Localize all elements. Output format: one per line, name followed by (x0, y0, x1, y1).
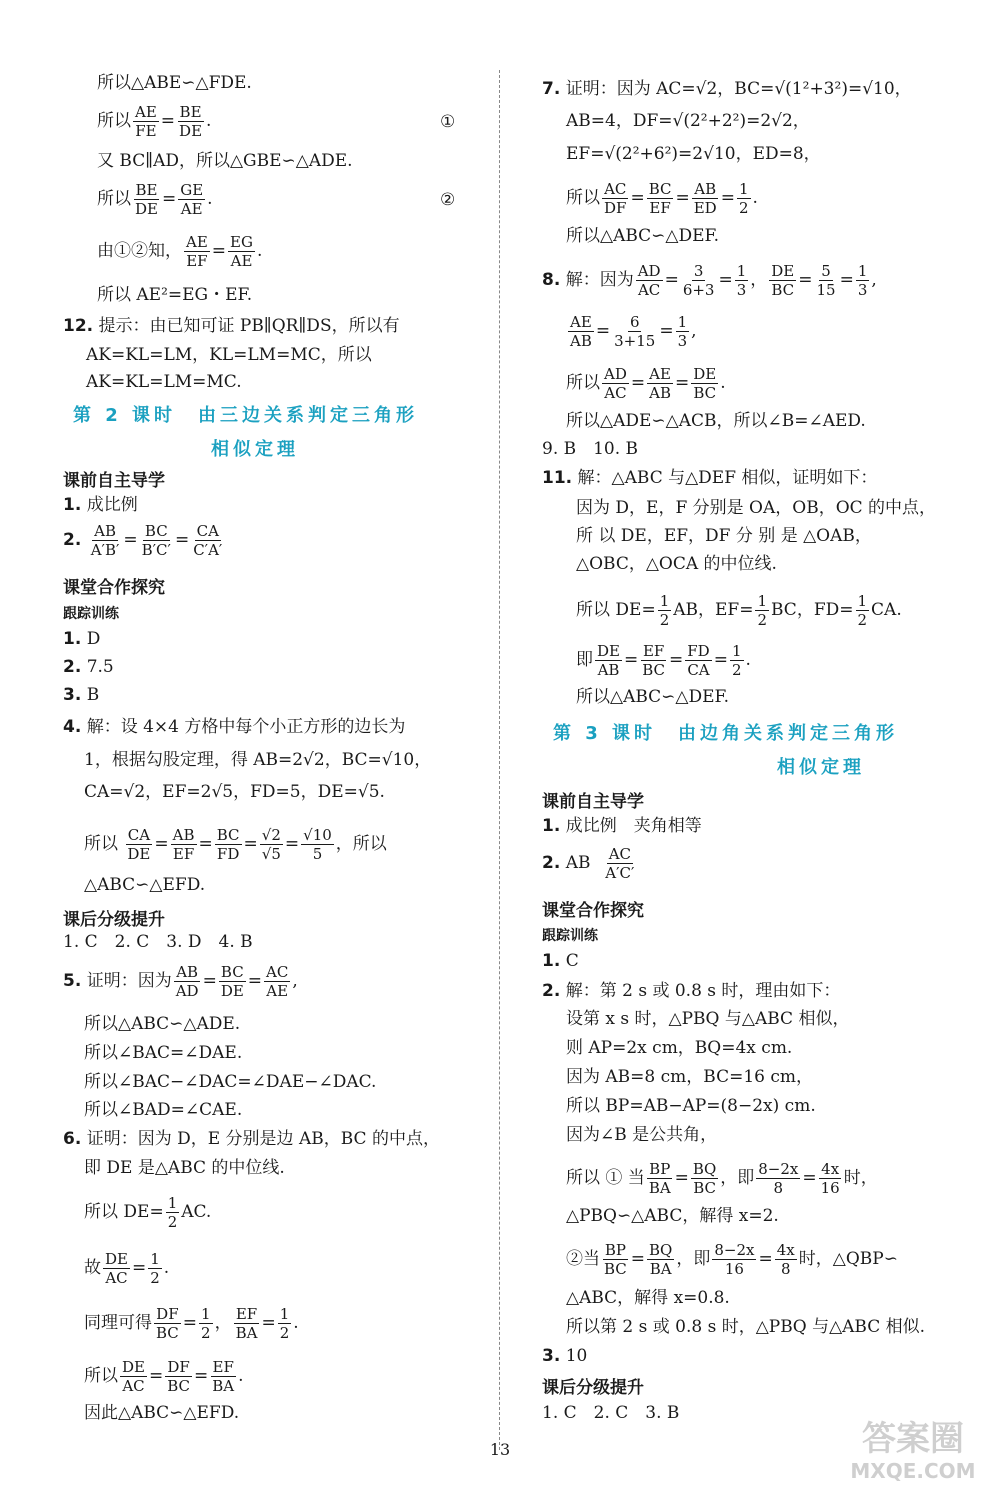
fraction: $\frac{6}{3+15}$ (614, 313, 656, 350)
question-8: 8. 解：因为 $\frac{AD}{AC}$ = $\frac{3}{6+3}$ = $\frac{1}{3}$ ， $\frac{DE}{BC}$ = $\frac{5}{15}$ = $\frac{1}{3}$ , (542, 262, 877, 299)
text-line: 所以 $\frac{BE}{DE}$ = $\frac{GE}{AE}$ . (97, 181, 213, 218)
fraction: $\frac{BE}{DE}$ (179, 103, 203, 140)
text-line: AK=KL=LM=MC. (86, 372, 242, 392)
text-line: $\frac{AE}{AB}$ = $\frac{6}{3+15}$ = $\frac{1}{3}$ , (570, 313, 697, 350)
fraction: $\frac{AD}{AC}$ (637, 262, 661, 299)
text-line: 所以△ADE∽△ACB，所以∠B=∠AED. (566, 411, 866, 431)
question-11: 11. 解：△ABC 与△DEF 相似，证明如下： (542, 468, 878, 488)
fraction: $\frac{4x}{16}$ (820, 1160, 840, 1197)
text-line: △OBC，△OCA 的中位线. (576, 554, 777, 574)
fraction: $\frac{5}{15}$ (816, 262, 836, 299)
heading: 课堂合作探究 (542, 901, 644, 921)
fraction: $\frac{1}{3}$ (736, 262, 747, 299)
fraction: $\frac{AC}{DF}$ (604, 180, 627, 217)
text-line: 因为 AB=8 cm，BC=16 cm， (566, 1067, 814, 1087)
section-title: 第 3 课时 由边角关系判定三角形 (553, 723, 899, 744)
text-line: ②当 $\frac{BP}{BC}$ = $\frac{BQ}{BA}$ ，即 $\frac{8-2x}{16}$ = $\frac{4x}{8}$ 时，△QBP∽ (566, 1241, 898, 1278)
section-title: 相似定理 (777, 757, 865, 778)
text-line: 所以△ABC∽△DEF. (576, 687, 730, 707)
fraction: $\frac{1}{2}$ (738, 180, 749, 217)
answer-line: 2. $\frac{AB}{A'B'}$ = $\frac{BC}{B'C'}$ = $\frac{CA}{C'A'}$ (63, 522, 223, 559)
fraction: $\frac{1}{3}$ (677, 313, 688, 350)
fraction: $\frac{EF}{BC}$ (642, 642, 666, 679)
text-line: 所以 $\frac{AC}{DF}$ = $\frac{BC}{EF}$ = $\frac{AB}{ED}$ = $\frac{1}{2}$ . (566, 180, 758, 217)
answer-line: 9. B 10. B (542, 439, 639, 459)
fraction: $\frac{DE}{AB}$ (597, 642, 620, 679)
fraction: $\frac{AB}{EF}$ (172, 826, 195, 863)
heading: 课前自主导学 (542, 792, 644, 812)
answer-line: 1. 成比例 (63, 495, 138, 515)
text-line: 所以∠BAC=∠DAE. (84, 1043, 243, 1063)
page-number: 13 (489, 1440, 511, 1459)
text-line: 即 $\frac{DE}{AB}$ = $\frac{EF}{BC}$ = $\frac{FD}{CA}$ = $\frac{1}{2}$ . (576, 642, 751, 679)
fraction: $\frac{1}{2}$ (279, 1305, 290, 1342)
answer-line: 3. 10 (542, 1346, 588, 1366)
column-divider (499, 70, 500, 1450)
fraction: $\frac{BQ}{BA}$ (649, 1241, 673, 1278)
text-line: 所以△ABC∽△DEF. (566, 226, 720, 246)
watermark-logo (838, 1410, 988, 1485)
question-12: 12. 提示：由已知可证 PB∥QR∥DS，所以有 (63, 316, 400, 336)
fraction: $\frac{BC}{EF}$ (648, 180, 672, 217)
fraction: $\frac{4x}{8}$ (776, 1241, 795, 1278)
fraction: $\frac{DE}{AC}$ (105, 1250, 128, 1287)
fraction: $\frac{EF}{BA}$ (235, 1305, 258, 1342)
fraction: $\frac{√10}{5}$ (303, 826, 332, 863)
answer-line: 1. C 2. C 3. D 4. B (63, 932, 253, 952)
answer-line: 3. B (63, 685, 100, 705)
fraction: $\frac{AB}{ED}$ (693, 180, 717, 217)
text-line: EF=√(2²+6²)=2√10，ED=8， (566, 144, 821, 164)
fraction: $\frac{AD}{AC}$ (604, 365, 627, 402)
text-line: 所以 ① 当 $\frac{BP}{BA}$ = $\frac{BQ}{BC}$ ，即 $\frac{8-2x}{8}$ = $\frac{4x}{16}$ 时， (566, 1160, 878, 1197)
fraction: $\frac{AE}{AB}$ (649, 365, 671, 402)
fraction: $\frac{1}{2}$ (731, 642, 742, 679)
text-line: 所以△ABC∽△ADE. (84, 1014, 241, 1034)
heading: 课后分级提升 (542, 1378, 644, 1398)
text-line: 所以第 2 s 或 0.8 s 时，△PBQ 与△ABC 相似. (566, 1317, 926, 1337)
text-line: 1，根据勾股定理，得 AB=2√2，BC=√10， (84, 750, 432, 770)
fraction: $\frac{AB}{A'B'}$ (90, 522, 120, 559)
fraction: $\frac{1}{2}$ (167, 1194, 178, 1231)
equation-marker: ① (440, 112, 456, 132)
answer-line: 4. 解：设 4×4 方格中每个小正方形的边长为 (63, 717, 406, 737)
text-line: 所以∠BAC−∠DAC=∠DAE−∠DAC. (84, 1072, 377, 1092)
fraction: $\frac{CA}{DE}$ (127, 826, 151, 863)
text-line: 所以∠BAD=∠CAE. (84, 1100, 243, 1120)
text-line: 所以△ABE∽△FDE. (97, 73, 252, 93)
fraction: $\frac{1}{3}$ (857, 262, 868, 299)
heading: 课堂合作探究 (63, 578, 165, 598)
answer-line: 1. C 2. C 3. B (542, 1403, 680, 1423)
svg-text:答案圈: 答案圈 (862, 1419, 964, 1459)
answer-line: 5. 证明：因为 $\frac{AB}{AD}$ = $\frac{BC}{DE}$ = $\frac{AC}{AE}$ , (63, 963, 298, 1000)
text-line: 故 $\frac{DE}{AC}$ = $\frac{1}{2}$ . (84, 1250, 170, 1287)
answer-line: 1. D (63, 629, 101, 649)
text-line: 所以 AE²=EG・EF. (97, 285, 253, 305)
fraction: $\frac{AC}{AE}$ (266, 963, 289, 1000)
fraction: $\frac{EF}{BA}$ (212, 1358, 235, 1395)
fraction: $\frac{√2}{√5}$ (261, 826, 281, 863)
answer-line: 2. 7.5 (63, 657, 114, 677)
fraction: $\frac{BC}{FD}$ (216, 826, 240, 863)
fraction: $\frac{8-2x}{16}$ (714, 1241, 755, 1278)
svg-text:MXQE.COM: MXQE.COM (850, 1459, 976, 1483)
fraction: $\frac{DE}{BC}$ (771, 262, 795, 299)
text-line: 所以 DE= $\frac{1}{2}$ AC. (84, 1194, 212, 1231)
fraction: $\frac{BP}{BA}$ (648, 1160, 671, 1197)
text-line: CA=√2，EF=2√5，FD=5，DE=√5. (84, 782, 385, 802)
text-line: 所 以 DE，EF，DF 分 别 是 △OAB， (576, 526, 872, 546)
text-line: AB=4，DF=√(2²+2²)=2√2， (566, 111, 810, 131)
fraction: $\frac{GE}{AE}$ (180, 181, 204, 218)
heading: 课前自主导学 (63, 471, 165, 491)
fraction: $\frac{BE}{DE}$ (135, 181, 158, 218)
section-title: 第 2 课时 由三边关系判定三角形 (73, 405, 419, 426)
text-line: 又 BC∥AD，所以△GBE∽△ADE. (97, 151, 353, 171)
text-line: 设第 x s 时，△PBQ 与△ABC 相似， (566, 1009, 850, 1029)
text-line: △ABC，解得 x=0.8. (566, 1288, 730, 1308)
subheading: 跟踪训练 (63, 606, 119, 622)
heading: 课后分级提升 (63, 910, 165, 930)
fraction: $\frac{3}{6+3}$ (682, 262, 715, 299)
fraction: $\frac{AE}{FE}$ (135, 103, 157, 140)
fraction: $\frac{AE}{AB}$ (570, 313, 592, 350)
fraction: $\frac{1}{2}$ (857, 592, 868, 629)
fraction: $\frac{DF}{BC}$ (167, 1358, 191, 1395)
fraction: $\frac{BP}{BC}$ (604, 1241, 627, 1278)
fraction: $\frac{BC}{B'C'}$ (141, 522, 171, 559)
text-line: 因此△ABC∽△EFD. (84, 1403, 240, 1423)
text-line: 所以 DE= $\frac{1}{2}$ AB，EF= $\frac{1}{2}$ BC，FD= $\frac{1}{2}$ CA. (576, 592, 902, 629)
answer-line: 2. 解：第 2 s 或 0.8 s 时，理由如下： (542, 981, 841, 1001)
text-line: 即 DE 是△ABC 的中位线. (84, 1158, 285, 1178)
text-line: 所以 $\frac{CA}{DE}$ = $\frac{AB}{EF}$ = $\frac{BC}{FD}$ = $\frac{√2}{√5}$ = $\frac{√10}{5}$ ，所以 (84, 826, 387, 863)
text-line: 所以 BP=AB−AP=(8−2x) cm. (566, 1096, 816, 1116)
fraction: $\frac{EG}{AE}$ (230, 233, 253, 270)
subheading: 跟踪训练 (542, 928, 598, 944)
fraction: $\frac{BQ}{BC}$ (692, 1160, 717, 1197)
text-line: 则 AP=2x cm，BQ=4x cm. (566, 1038, 793, 1058)
fraction: $\frac{DE}{AC}$ (122, 1358, 145, 1395)
fraction: $\frac{1}{2}$ (659, 592, 670, 629)
text-line: 由①②知， $\frac{AE}{EF}$ = $\frac{EG}{AE}$ . (97, 233, 263, 270)
text-line: 所以 $\frac{AE}{FE}$ = $\frac{BE}{DE}$ . (97, 103, 212, 140)
fraction: $\frac{AE}{EF}$ (186, 233, 208, 270)
text-line: 所以 $\frac{DE}{AC}$ = $\frac{DF}{BC}$ = $\frac{EF}{BA}$ . (84, 1358, 244, 1395)
text-line: △ABC∽△EFD. (84, 875, 206, 895)
fraction: $\frac{1}{2}$ (201, 1305, 211, 1342)
answer-line: 6. 证明：因为 D，E 分别是边 AB，BC 的中点， (63, 1129, 440, 1149)
text-line: 因为 D，E，F 分别是 OA，OB，OC 的中点， (576, 498, 937, 518)
section-title: 相似定理 (211, 439, 299, 460)
text-line: AK=KL=LM，KL=LM=MC，所以 (86, 345, 372, 365)
answer-line: 1. 成比例 夹角相等 (542, 816, 702, 836)
fraction: $\frac{1}{2}$ (757, 592, 767, 629)
fraction: $\frac{CA}{C'A'}$ (193, 522, 223, 559)
fraction: $\frac{FD}{CA}$ (687, 642, 710, 679)
fraction: $\frac{BC}{DE}$ (220, 963, 244, 1000)
fraction: $\frac{AB}{AD}$ (175, 963, 199, 1000)
text-line: 因为∠B 是公共角， (566, 1125, 718, 1145)
answer-line: 1. C (542, 951, 579, 971)
fraction: $\frac{AC}{A'C'}$ (605, 845, 635, 882)
fraction: $\frac{DE}{BC}$ (693, 365, 717, 402)
fraction: $\frac{DF}{BC}$ (156, 1305, 179, 1342)
answer-line: 2. AB $\frac{AC}{A'C'}$ (542, 845, 635, 882)
fraction: $\frac{8-2x}{8}$ (758, 1160, 799, 1197)
equation-marker: ② (440, 190, 456, 210)
text-line: △PBQ∽△ABC，解得 x=2. (566, 1206, 779, 1226)
text-line: 同理可得 $\frac{DF}{BC}$ = $\frac{1}{2}$ ， $\frac{EF}{BA}$ = $\frac{1}{2}$ . (84, 1305, 299, 1342)
fraction: $\frac{1}{2}$ (150, 1250, 160, 1287)
question-7: 7. 证明：因为 AC=√2，BC=√(1²+3²)=√10， (542, 79, 912, 99)
text-line: 所以 $\frac{AD}{AC}$ = $\frac{AE}{AB}$ = $\frac{DE}{BC}$ . (566, 365, 726, 402)
